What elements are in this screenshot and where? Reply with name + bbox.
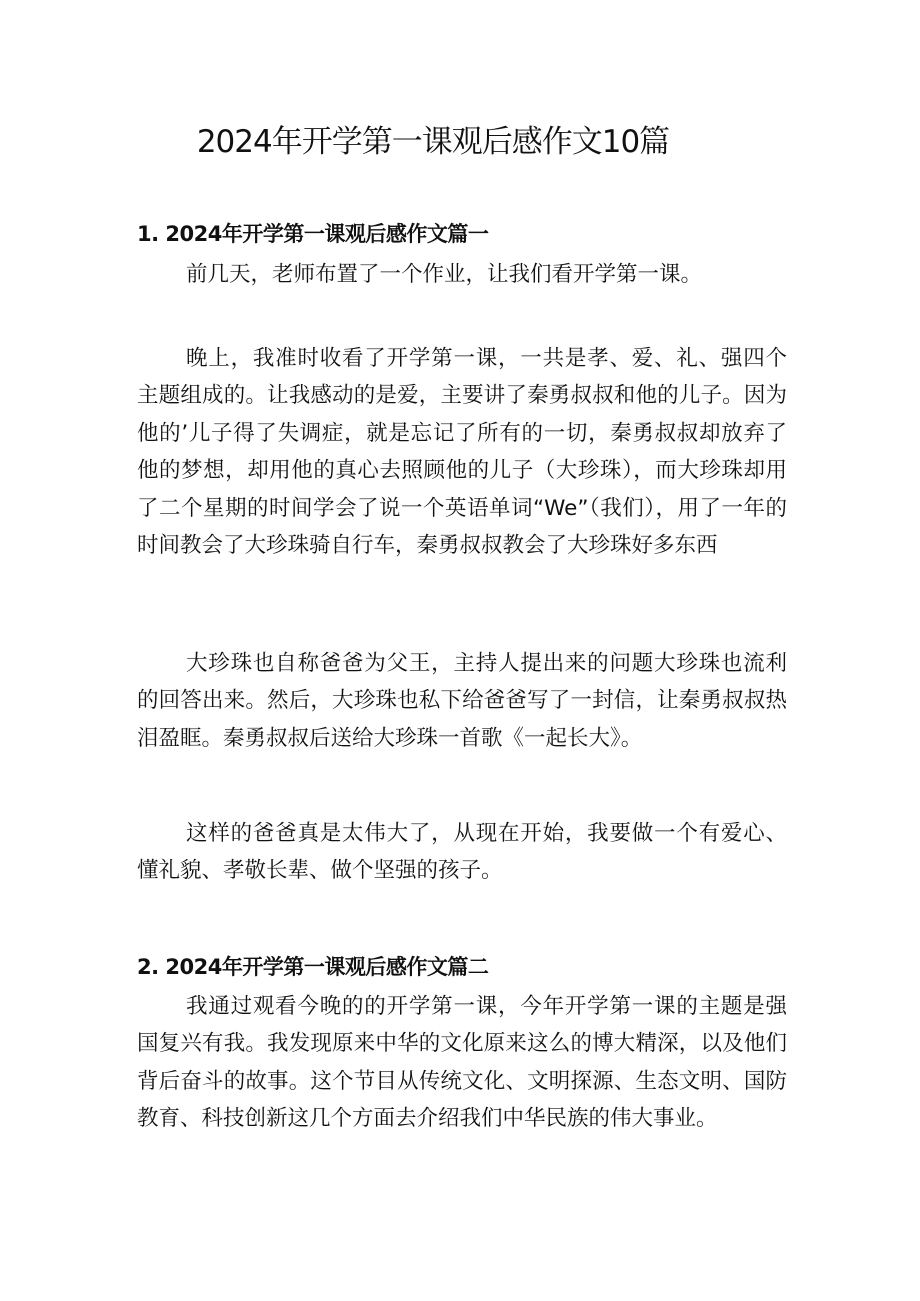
section-heading: 1. 2024年开学第一课观后感作文篇一 <box>137 222 489 246</box>
section-heading: 2. 2024年开学第一课观后感作文篇二 <box>137 955 489 979</box>
paragraph: 这样的爸爸真是太伟大了，从现在开始，我要做一个有爱心、懂礼貌、孝敬长辈、做个坚强的孩子。 <box>137 821 787 884</box>
paragraph: 大珍珠也自称爸爸为父王，主持人提出来的问题大珍珠也流利的回答出来。然后，大珍珠也私下给爸爸写了一封信，让秦勇叔叔热泪盈眶。秦勇叔叔后送给大珍珠一首歌《一起长大》。 <box>137 651 787 751</box>
document-title: 2024年开学第一课观后感作文10篇 <box>196 124 670 160</box>
paragraph: 我通过观看今晚的的开学第一课，今年开学第一课的主题是强国复兴有我。我发现原来中华的文化原来这么的博大精深，以及他们背后奋斗的故事。这个节目从传统文化、文明探源、生态文明、国防教育、科技创新这几个方面去介绍我们中华民族的伟大事业。 <box>137 994 787 1132</box>
paragraph: 前几天，老师布置了一个作业，让我们看开学第一课。 <box>186 262 703 287</box>
paragraph: 晚上，我准时收看了开学第一课，一共是孝、爱、礼、强四个主题组成的。让我感动的是爱，主要讲了秦勇叔叔和他的儿子。因为他的’儿子得了失调症，就是忘记了所有的一切，秦勇叔叔却放弃了他的梦想，却用他的真心去照顾他的儿子（大珍珠），而大珍珠却用了二个星期的时间学会了说一个英语单词“We”（我们），用了一年的时间教会了大珍珠骑自行车，秦勇叔叔教会了大珍珠好多东西 <box>137 346 787 559</box>
